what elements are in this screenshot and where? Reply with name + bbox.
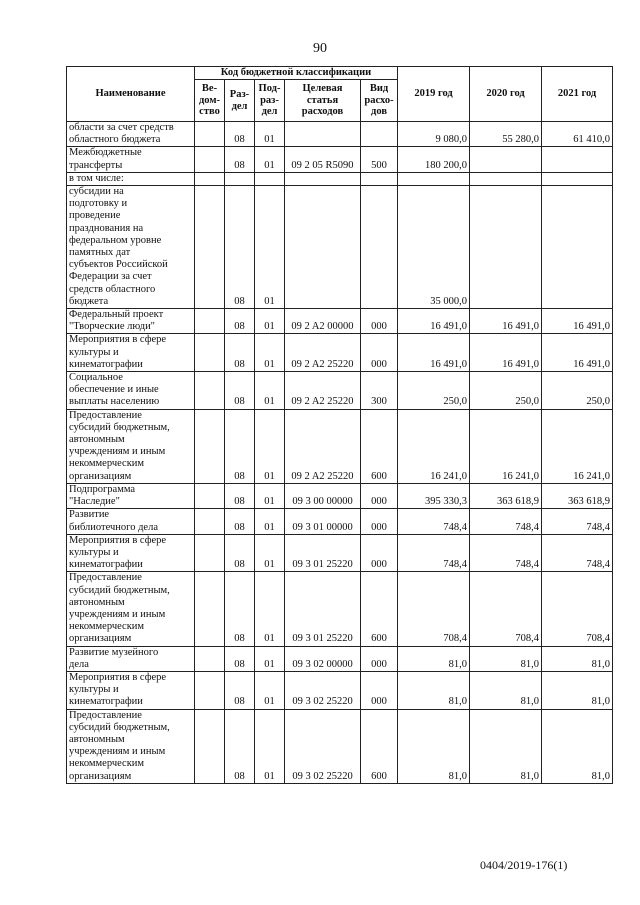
cell-vid: 300 bbox=[361, 372, 398, 410]
cell-razdel: 08 bbox=[225, 671, 255, 709]
cell-y2019 bbox=[398, 172, 470, 185]
header-podrazdel: Под- раз- дел bbox=[255, 80, 285, 122]
cell-y2019: 35 000,0 bbox=[398, 186, 470, 309]
cell-y2021: 81,0 bbox=[542, 709, 613, 783]
cell-y2020: 81,0 bbox=[470, 671, 542, 709]
header-target: Целевая статья расходов bbox=[285, 80, 361, 122]
cell-y2020: 16 241,0 bbox=[470, 409, 542, 483]
cell-y2020: 748,4 bbox=[470, 509, 542, 534]
header-budget-code: Код бюджетной классификации bbox=[195, 67, 398, 80]
cell-target: 09 3 01 25220 bbox=[285, 534, 361, 572]
cell-y2020: 250,0 bbox=[470, 372, 542, 410]
cell-y2021: 16 491,0 bbox=[542, 334, 613, 372]
cell-ved bbox=[195, 671, 225, 709]
cell-y2020: 363 618,9 bbox=[470, 483, 542, 508]
cell-razdel: 08 bbox=[225, 534, 255, 572]
cell-y2019: 180 200,0 bbox=[398, 147, 470, 172]
header-name: Наименование bbox=[67, 67, 195, 122]
table-row bbox=[67, 372, 613, 410]
cell-y2020: 55 280,0 bbox=[470, 122, 542, 147]
page-number: 90 bbox=[313, 41, 327, 56]
cell-y2019: 81,0 bbox=[398, 709, 470, 783]
table-row bbox=[67, 534, 613, 572]
table-body bbox=[67, 122, 613, 784]
cell-y2020: 81,0 bbox=[470, 709, 542, 783]
cell-ved bbox=[195, 186, 225, 309]
cell-y2020: 708,4 bbox=[470, 572, 542, 646]
cell-ved bbox=[195, 572, 225, 646]
cell-y2020: 81,0 bbox=[470, 646, 542, 671]
cell-target: 09 3 00 00000 bbox=[285, 483, 361, 508]
cell-podrazdel: 01 bbox=[255, 186, 285, 309]
table-row bbox=[67, 671, 613, 709]
table-row bbox=[67, 409, 613, 483]
cell-podrazdel bbox=[255, 172, 285, 185]
cell-podrazdel: 01 bbox=[255, 509, 285, 534]
cell-vid bbox=[361, 186, 398, 309]
cell-name: Федеральный проект "Творческие люди" bbox=[67, 309, 195, 334]
table-row bbox=[67, 709, 613, 783]
header-vedomstvo: Ве- дом- ство bbox=[195, 80, 225, 122]
cell-y2021: 250,0 bbox=[542, 372, 613, 410]
cell-podrazdel: 01 bbox=[255, 122, 285, 147]
cell-y2021: 81,0 bbox=[542, 646, 613, 671]
cell-ved bbox=[195, 509, 225, 534]
table-row bbox=[67, 186, 613, 309]
cell-y2019: 81,0 bbox=[398, 646, 470, 671]
cell-y2021: 363 618,9 bbox=[542, 483, 613, 508]
cell-vid: 600 bbox=[361, 572, 398, 646]
header-razdel: Раз- дел bbox=[225, 80, 255, 122]
cell-y2019: 748,4 bbox=[398, 509, 470, 534]
cell-y2020: 16 491,0 bbox=[470, 309, 542, 334]
cell-target: 09 3 02 25220 bbox=[285, 671, 361, 709]
cell-y2021 bbox=[542, 172, 613, 185]
cell-vid: 000 bbox=[361, 483, 398, 508]
cell-ved bbox=[195, 309, 225, 334]
cell-ved bbox=[195, 534, 225, 572]
cell-target: 09 3 02 25220 bbox=[285, 709, 361, 783]
cell-podrazdel: 01 bbox=[255, 709, 285, 783]
cell-vid: 000 bbox=[361, 309, 398, 334]
cell-name: Развитие музейного дела bbox=[67, 646, 195, 671]
cell-y2020: 16 491,0 bbox=[470, 334, 542, 372]
cell-name: Социальное обеспечение и иные выплаты населению bbox=[67, 372, 195, 410]
cell-name: субсидии на подготовку и проведение празднования на федеральном уровне памятных дат субъектов Российской Федерации за счет средств областного бюджета bbox=[67, 186, 195, 309]
cell-ved bbox=[195, 709, 225, 783]
cell-name: Подпрограмма "Наследие" bbox=[67, 483, 195, 508]
cell-razdel bbox=[225, 172, 255, 185]
table-row bbox=[67, 509, 613, 534]
document-code: 0404/2019-176(1) bbox=[480, 858, 568, 872]
cell-ved bbox=[195, 172, 225, 185]
cell-ved bbox=[195, 334, 225, 372]
cell-target: 09 3 01 25220 bbox=[285, 572, 361, 646]
cell-target: 09 2 05 R5090 bbox=[285, 147, 361, 172]
cell-target: 09 3 01 00000 bbox=[285, 509, 361, 534]
cell-target bbox=[285, 186, 361, 309]
cell-podrazdel: 01 bbox=[255, 671, 285, 709]
cell-ved bbox=[195, 483, 225, 508]
table-row bbox=[67, 122, 613, 147]
cell-razdel: 08 bbox=[225, 372, 255, 410]
cell-razdel: 08 bbox=[225, 186, 255, 309]
header-2020: 2020 год bbox=[470, 67, 542, 122]
cell-podrazdel: 01 bbox=[255, 483, 285, 508]
table-row bbox=[67, 172, 613, 185]
cell-vid: 600 bbox=[361, 709, 398, 783]
cell-y2021: 748,4 bbox=[542, 534, 613, 572]
cell-y2019: 250,0 bbox=[398, 372, 470, 410]
table-row bbox=[67, 483, 613, 508]
cell-podrazdel: 01 bbox=[255, 334, 285, 372]
cell-name: Мероприятия в сфере культуры и кинематографии bbox=[67, 534, 195, 572]
cell-razdel: 08 bbox=[225, 483, 255, 508]
cell-vid: 000 bbox=[361, 646, 398, 671]
cell-vid bbox=[361, 172, 398, 185]
cell-podrazdel: 01 bbox=[255, 147, 285, 172]
table-row bbox=[67, 309, 613, 334]
table-row bbox=[67, 572, 613, 646]
cell-y2019: 16 491,0 bbox=[398, 309, 470, 334]
header-vid: Вид расхо- дов bbox=[361, 80, 398, 122]
cell-razdel: 08 bbox=[225, 309, 255, 334]
cell-razdel: 08 bbox=[225, 646, 255, 671]
cell-ved bbox=[195, 646, 225, 671]
cell-vid: 000 bbox=[361, 334, 398, 372]
cell-vid: 000 bbox=[361, 534, 398, 572]
cell-y2021 bbox=[542, 186, 613, 309]
cell-y2019: 9 080,0 bbox=[398, 122, 470, 147]
cell-y2019: 748,4 bbox=[398, 534, 470, 572]
cell-razdel: 08 bbox=[225, 509, 255, 534]
table-row bbox=[67, 334, 613, 372]
cell-y2021 bbox=[542, 147, 613, 172]
cell-podrazdel: 01 bbox=[255, 372, 285, 410]
cell-y2021: 708,4 bbox=[542, 572, 613, 646]
cell-target bbox=[285, 122, 361, 147]
cell-y2019: 395 330,3 bbox=[398, 483, 470, 508]
cell-target: 09 2 A2 25220 bbox=[285, 334, 361, 372]
cell-ved bbox=[195, 409, 225, 483]
cell-name: Развитие библиотечного дела bbox=[67, 509, 195, 534]
budget-table bbox=[66, 66, 613, 784]
cell-y2020 bbox=[470, 147, 542, 172]
cell-target bbox=[285, 172, 361, 185]
cell-podrazdel: 01 bbox=[255, 646, 285, 671]
cell-name: Предоставление субсидий бюджетным, автономным учреждениям и иным некоммерческим организациям bbox=[67, 572, 195, 646]
cell-razdel: 08 bbox=[225, 334, 255, 372]
cell-name: Межбюджетные трансферты bbox=[67, 147, 195, 172]
cell-vid: 600 bbox=[361, 409, 398, 483]
cell-name: области за счет средств областного бюджета bbox=[67, 122, 195, 147]
cell-vid bbox=[361, 122, 398, 147]
cell-y2019: 81,0 bbox=[398, 671, 470, 709]
cell-y2019: 16 241,0 bbox=[398, 409, 470, 483]
cell-y2021: 81,0 bbox=[542, 671, 613, 709]
cell-podrazdel: 01 bbox=[255, 572, 285, 646]
cell-target: 09 2 A2 25220 bbox=[285, 372, 361, 410]
header-2019: 2019 год bbox=[398, 67, 470, 122]
cell-vid: 000 bbox=[361, 671, 398, 709]
cell-y2020: 748,4 bbox=[470, 534, 542, 572]
table-row bbox=[67, 147, 613, 172]
cell-y2021: 16 241,0 bbox=[542, 409, 613, 483]
table-row bbox=[67, 646, 613, 671]
cell-y2019: 708,4 bbox=[398, 572, 470, 646]
cell-target: 09 2 A2 00000 bbox=[285, 309, 361, 334]
cell-y2021: 16 491,0 bbox=[542, 309, 613, 334]
cell-razdel: 08 bbox=[225, 572, 255, 646]
cell-podrazdel: 01 bbox=[255, 534, 285, 572]
cell-razdel: 08 bbox=[225, 147, 255, 172]
cell-name: Предоставление субсидий бюджетным, автономным учреждениям и иным некоммерческим организациям bbox=[67, 409, 195, 483]
cell-razdel: 08 bbox=[225, 709, 255, 783]
cell-y2021: 748,4 bbox=[542, 509, 613, 534]
cell-ved bbox=[195, 122, 225, 147]
cell-y2021: 61 410,0 bbox=[542, 122, 613, 147]
cell-y2019: 16 491,0 bbox=[398, 334, 470, 372]
cell-razdel: 08 bbox=[225, 409, 255, 483]
cell-target: 09 3 02 00000 bbox=[285, 646, 361, 671]
cell-podrazdel: 01 bbox=[255, 409, 285, 483]
cell-y2020 bbox=[470, 186, 542, 309]
cell-vid: 500 bbox=[361, 147, 398, 172]
cell-target: 09 2 A2 25220 bbox=[285, 409, 361, 483]
cell-vid: 000 bbox=[361, 509, 398, 534]
header-2021: 2021 год bbox=[542, 67, 613, 122]
cell-ved bbox=[195, 147, 225, 172]
cell-name: в том числе: bbox=[67, 172, 195, 185]
cell-podrazdel: 01 bbox=[255, 309, 285, 334]
cell-name: Мероприятия в сфере культуры и кинематографии bbox=[67, 671, 195, 709]
cell-razdel: 08 bbox=[225, 122, 255, 147]
cell-name: Предоставление субсидий бюджетным, автономным учреждениям и иным некоммерческим организациям bbox=[67, 709, 195, 783]
cell-ved bbox=[195, 372, 225, 410]
cell-name: Мероприятия в сфере культуры и кинематографии bbox=[67, 334, 195, 372]
cell-y2020 bbox=[470, 172, 542, 185]
